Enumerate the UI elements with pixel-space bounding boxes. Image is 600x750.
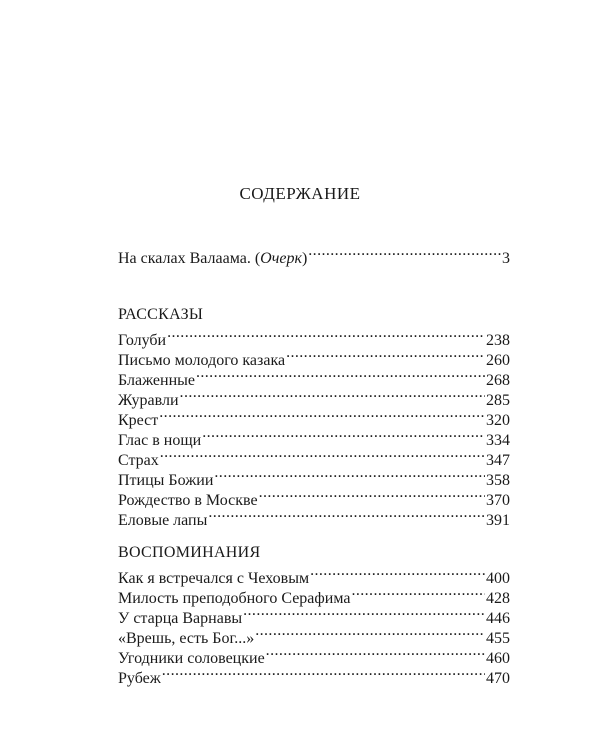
toc-entry-page: 370 [486, 492, 510, 509]
toc-section-memoirs [118, 543, 510, 687]
toc-entry-title: Птицы Божии [118, 472, 214, 489]
toc-entry [118, 663, 510, 687]
toc-entry-title: Крест [118, 412, 159, 429]
toc-section-stories [118, 305, 510, 529]
dot-leader [162, 663, 485, 683]
toc-entry-title: Еловые лапы [118, 512, 208, 529]
dot-leader [351, 583, 485, 603]
toc-entry-title: На скалах Валаама. (Очерк) [118, 250, 308, 267]
toc-entry-page: 3 [502, 250, 510, 267]
dot-leader [167, 325, 485, 345]
toc-entry [118, 243, 510, 267]
toc-entry-page: 268 [486, 372, 510, 389]
toc-entry-title: Журавли [118, 392, 179, 409]
toc-entry-title: Как я встречался с Чеховым [118, 570, 310, 587]
toc-entry-title: Угодники соловецкие [118, 650, 265, 667]
toc-entry [118, 325, 510, 349]
toc-entry-title: Голуби [118, 332, 167, 349]
page-title: СОДЕРЖАНИЕ [239, 184, 361, 203]
toc-intro [118, 243, 510, 267]
dot-leader [214, 465, 485, 485]
dot-leader [159, 405, 485, 425]
toc-entry-title: «Врешь, есть Бог...» [118, 630, 255, 647]
toc-entry-title: Милость преподобного Серафима [118, 590, 351, 607]
toc-entry-title: Глас в нощи [118, 432, 202, 449]
dot-leader [180, 385, 485, 405]
dot-leader [208, 505, 485, 525]
toc-entry-page: 347 [486, 452, 510, 469]
toc-entry-page: 260 [486, 352, 510, 369]
section-heading: РАССКАЗЫ [118, 306, 204, 323]
toc-entry-page: 358 [486, 472, 510, 489]
toc-entry [118, 425, 510, 449]
toc-entry-page: 285 [486, 392, 510, 409]
toc-entry-page: 446 [486, 610, 510, 627]
toc-entry-page: 238 [486, 332, 510, 349]
toc-entry-title: Письмо молодого казака [118, 352, 286, 369]
toc-entry-page: 460 [486, 650, 510, 667]
toc-entry [118, 465, 510, 489]
toc-entry-title: Блаженные [118, 372, 195, 389]
dot-leader [196, 365, 485, 385]
toc-entry-title: У старца Варнавы [118, 610, 243, 627]
toc-entry-page: 428 [486, 590, 510, 607]
toc-entry-title: Рождество в Москве [118, 492, 258, 509]
toc-entry [118, 563, 510, 587]
dot-leader [310, 563, 485, 583]
toc-entry-title: Страх [118, 452, 159, 469]
dot-leader [308, 243, 501, 263]
toc-entry [118, 405, 510, 429]
dot-leader [202, 425, 485, 445]
dot-leader [266, 643, 485, 663]
toc-entry-page: 455 [486, 630, 510, 647]
dot-leader [259, 485, 485, 505]
dot-leader [243, 603, 485, 623]
toc-entry-page: 400 [486, 570, 510, 587]
toc-entry-title: Рубеж [118, 670, 161, 687]
toc-entry [118, 345, 510, 369]
dot-leader [160, 445, 485, 465]
toc-entry-page: 320 [486, 412, 510, 429]
toc-entry-page: 470 [486, 670, 510, 687]
toc-entry [118, 445, 510, 469]
dot-leader [286, 345, 485, 365]
toc-entry-page: 334 [486, 432, 510, 449]
section-heading: ВОСПОМИНАНИЯ [118, 544, 261, 561]
dot-leader [255, 623, 485, 643]
toc-entry-page: 391 [486, 512, 510, 529]
